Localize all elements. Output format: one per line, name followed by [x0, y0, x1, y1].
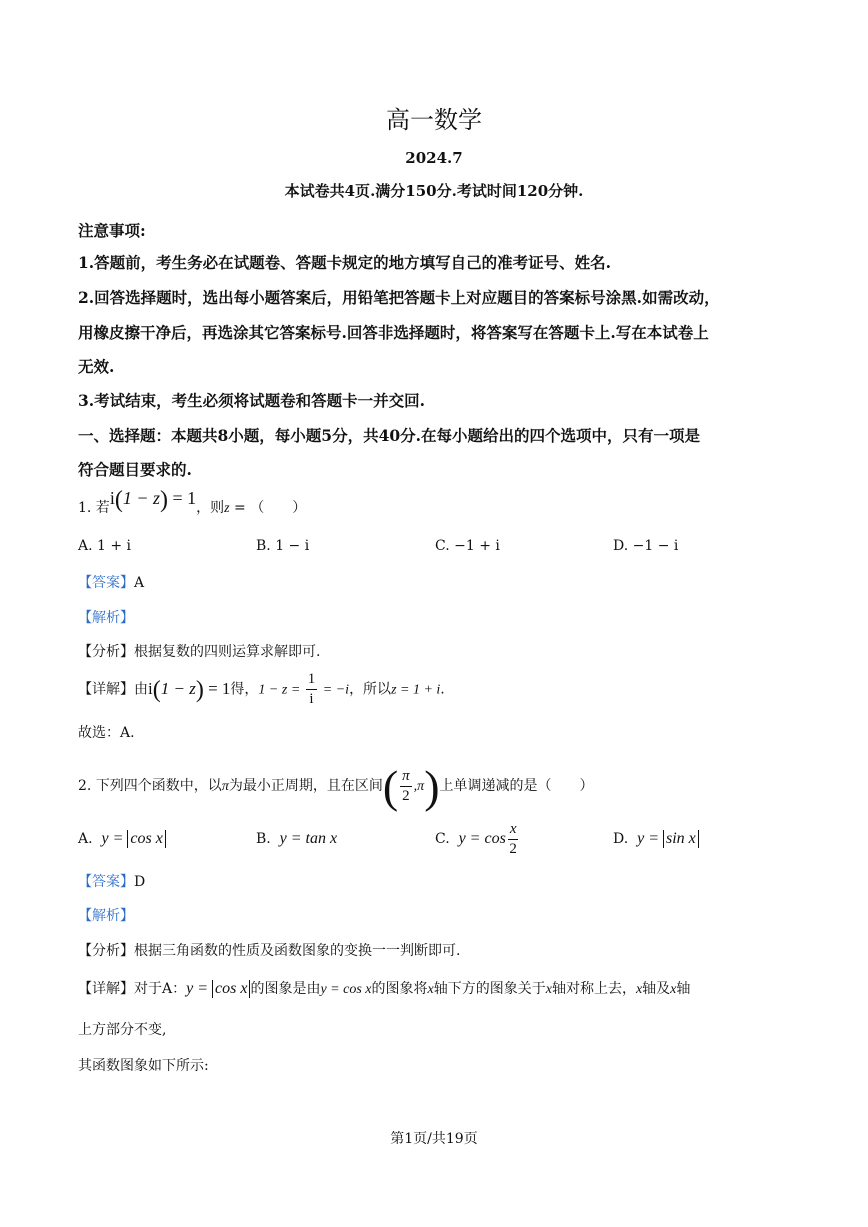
- question-2-detail-line-3: 其函数图象如下所示:: [78, 1058, 209, 1074]
- question-1-stem: 1. 若i(1 − z) = 1，则z = （ ）: [78, 487, 307, 516]
- question-2-option-a: A. y = cos x: [78, 830, 166, 848]
- question-2-fenxi: 【分析】根据三角函数的性质及函数图象的变换一一判断即可.: [78, 943, 461, 959]
- question-1-fenxi: 【分析】根据复数的四则运算求解即可.: [78, 644, 321, 660]
- question-2-option-c: C. y = cos $\frac{x}{2}$: [435, 821, 517, 857]
- interval-expression: ( $\frac{\pi}{2}$ ,π): [382, 761, 440, 812]
- note-item-2-line-2: 用橡皮擦干净后，再选涂其它答案标号.回答非选择题时，将答案写在答题卡上.写在本试卷上: [78, 323, 709, 342]
- exam-date: 2024.7: [405, 149, 463, 167]
- question-2-analysis-tag: 【解析】: [78, 908, 134, 924]
- section-heading-line-1: 一、选择题：本题共8小题，每小题5分，共40分.在每小题给出的四个选项中，只有一项是: [78, 426, 701, 445]
- question-1-detail: 【详解】由i(1 − z) = 1得，1 − z = $\frac{1}{i}$ = −i，所以z = 1 + i.: [78, 671, 445, 707]
- question-1-analysis-tag: 【解析】: [78, 610, 134, 626]
- question-2-option-d: D. y = sin x: [613, 830, 699, 848]
- question-2-detail-line-2: 上方部分不变,: [78, 1022, 167, 1038]
- question-2-option-b: B. y = tan x: [256, 830, 338, 847]
- question-2-stem: 2. 下列四个函数中，以π为最小正周期，且在区间( $\frac{\pi}{2}$ ,π)上单调递减的是（ ）: [78, 761, 594, 812]
- question-1-option-d: D. −1 − i: [613, 538, 679, 554]
- note-item-3: 3.考试结束，考生必须将试题卷和答题卡一并交回.: [78, 391, 426, 410]
- question-1-option-b: B. 1 − i: [256, 538, 310, 554]
- fraction-one-over-i: $\frac{1}{i}$: [307, 671, 316, 707]
- question-2-answer: 【答案】D: [78, 874, 146, 890]
- note-item-2-line-1: 2.回答选择题时，选出每小题答案后，用铅笔把答题卡上对应题目的答案标号涂黑.如需改动，: [78, 288, 720, 307]
- page-footer: 第1页/共19页: [390, 1131, 478, 1147]
- note-item-1: 1.答题前，考生务必在试题卷、答题卡规定的地方填写自己的准考证号、姓名.: [78, 253, 612, 272]
- question-1-option-c: C. −1 + i: [435, 538, 500, 554]
- question-1-choice: 故选：A.: [78, 725, 135, 741]
- page-title: 高一数学: [386, 106, 482, 134]
- question-1-answer: 【答案】A: [78, 575, 145, 591]
- exam-info: 本试卷共4页.满分150分.考试时间120分钟.: [284, 182, 584, 200]
- section-heading-line-2: 符合题目要求的.: [78, 460, 192, 479]
- question-1-option-a: A. 1 + i: [78, 538, 132, 554]
- question-2-detail: 【详解】对于A：y = cos x 的图象是由y = cos x的图象将x轴下方的图象关于x轴对称上去，x轴及x轴: [78, 980, 691, 997]
- notes-heading: 注意事项:: [78, 221, 146, 240]
- note-item-2-line-3: 无效.: [78, 357, 115, 376]
